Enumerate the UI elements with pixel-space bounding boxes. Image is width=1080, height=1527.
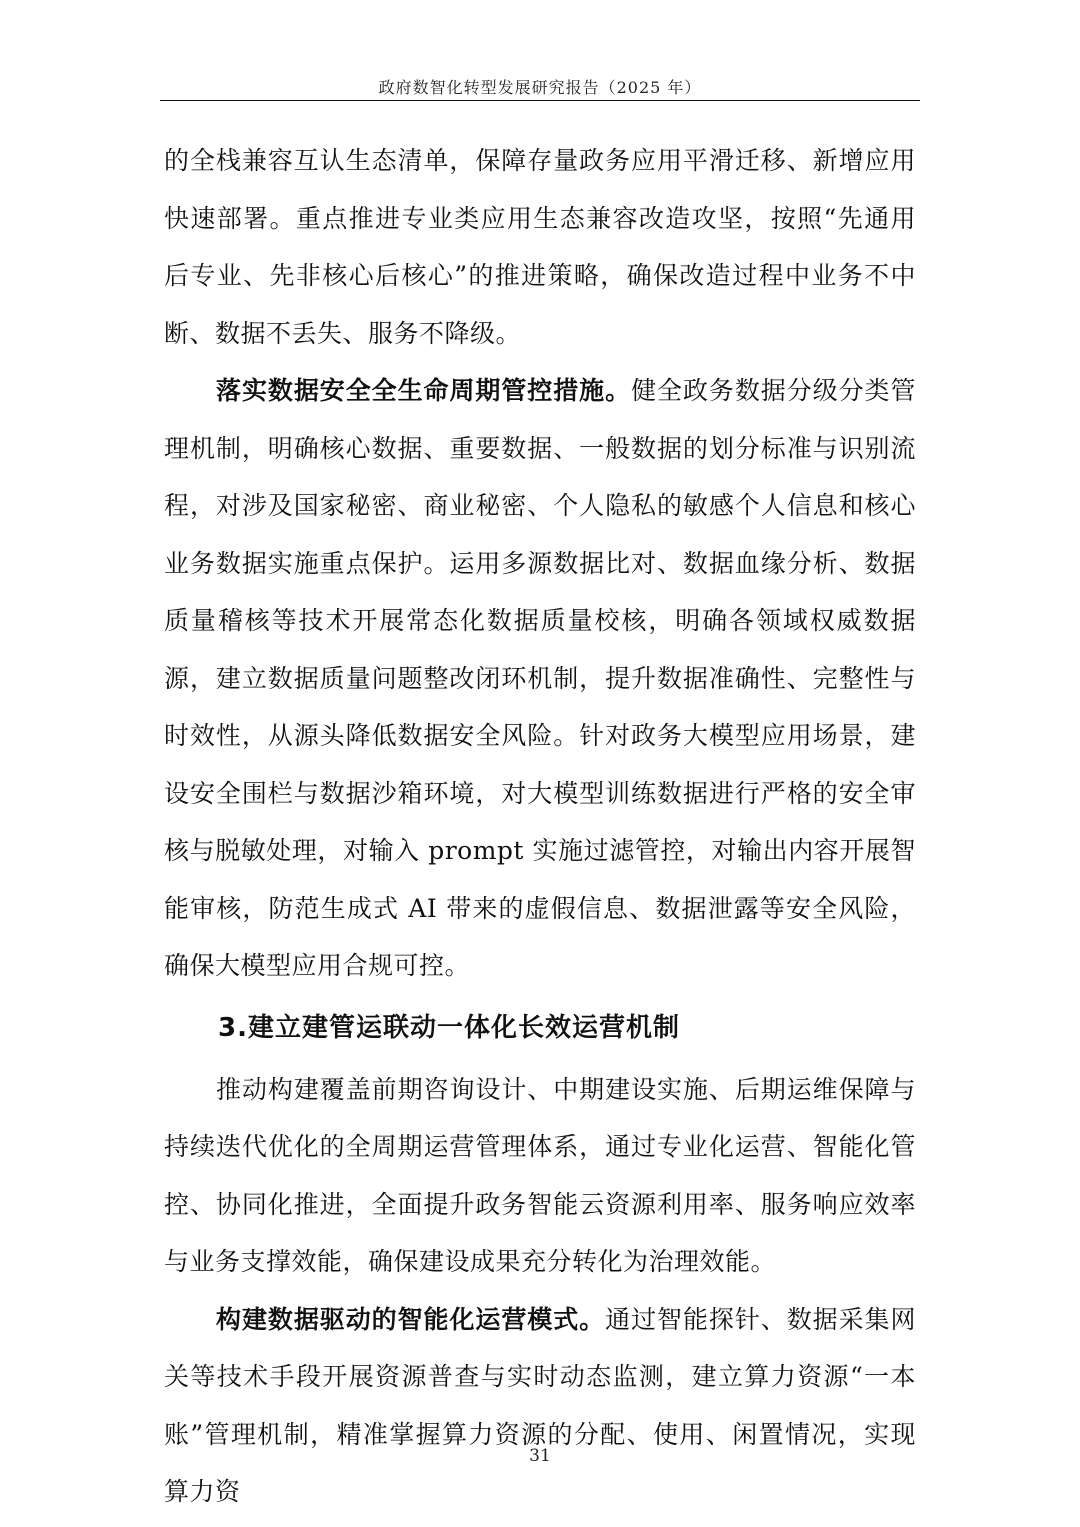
page-body bbox=[164, 132, 916, 1521]
paragraph-1 bbox=[164, 132, 916, 362]
paragraph-4-lead: 构建数据驱动的智能化运营模式。 bbox=[216, 1304, 606, 1334]
paragraph-3 bbox=[164, 1061, 916, 1291]
paragraph-3-text: 推动构建覆盖前期咨询设计、中期建设实施、后期运维保障与持续迭代优化的全周期运营管理体系，通过专业化运营、智能化管控、协同化推进，全面提升政务智能云资源利用率、服务响应效率与业务支撑效能，确保建设成果充分转化为治理效能。 bbox=[164, 1074, 916, 1276]
running-header: 政府数智化转型发展研究报告（2025 年） bbox=[378, 78, 702, 97]
paragraph-4-text: 通过智能探针、数据采集网关等技术手段开展资源普查与实时动态监测，建立算力资源“一本账”管理机制，精准掌握算力资源的分配、使用、闲置情况，实现算力资 bbox=[164, 1304, 916, 1506]
paragraph-2-text: 健全政务数据分级分类管理机制，明确核心数据、重要数据、一般数据的划分标准与识别流程，对涉及国家秘密、商业秘密、个人隐私的敏感个人信息和核心业务数据实施重点保护。运用多源数据比对、数据血缘分析、数据质量稽核等技术开展常态化数据质量校核，明确各领域权威数据源，建立数据质量问题整改闭环机制，提升数据准确性、完整性与时效性，从源头降低数据安全风险。针对政务大模型应用场景，建设安全围栏与数据沙箱环境，对大模型训练数据进行严格的安全审核与脱敏处理，对输入 prompt 实施过滤管控，对输出内容开展智能审核，防范生成式 AI 带来的虚假信息、数据泄露等安全风险，确保大模型应用合规可控。 bbox=[164, 376, 916, 980]
page-number: 31 bbox=[529, 1446, 551, 1466]
paragraph-4 bbox=[164, 1291, 916, 1521]
paragraph-2-lead: 落实数据安全全生命周期管控措施。 bbox=[216, 376, 632, 405]
header-divider bbox=[160, 100, 920, 101]
section-heading-3: 3.建立建管运联动一体化长效运营机制 bbox=[218, 1012, 680, 1043]
paragraph-1-text: 的全栈兼容互认生态清单，保障存量政务应用平滑迁移、新增应用快速部署。重点推进专业类应用生态兼容改造攻坚，按照“先通用后专业、先非核心后核心”的推进策略，确保改造过程中业务不中断、数据不丢失、服务不降级。 bbox=[164, 146, 916, 348]
paragraph-2 bbox=[164, 362, 916, 995]
